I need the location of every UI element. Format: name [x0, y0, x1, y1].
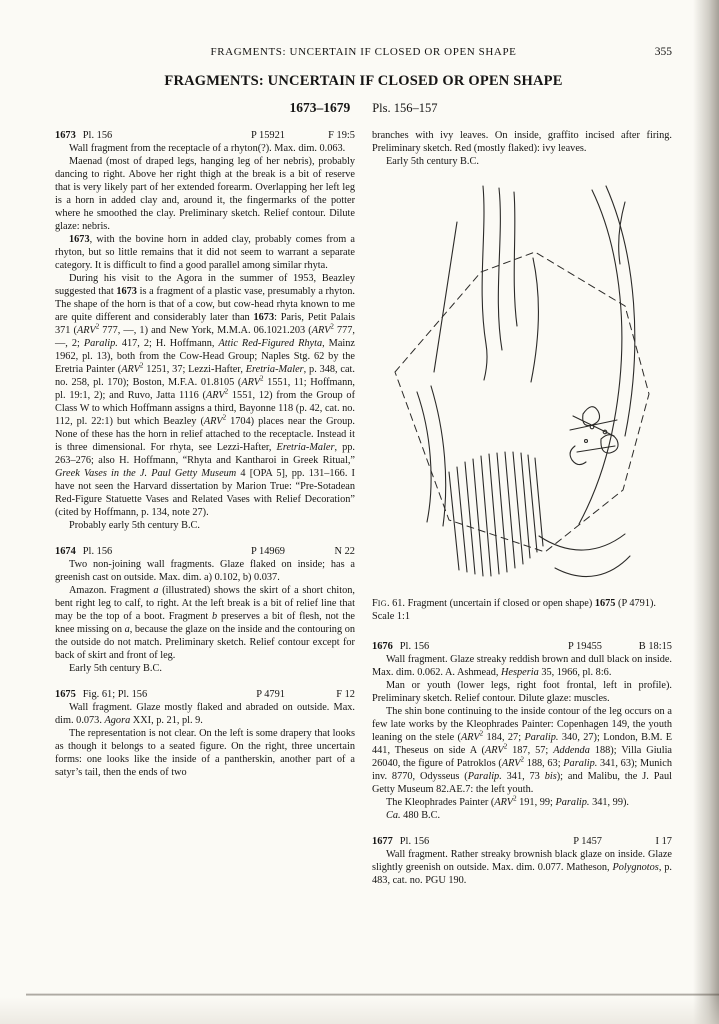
entry-1675: [55, 688, 355, 779]
entry-number: 1675: [55, 689, 76, 700]
paragraph: Wall fragment from the receptacle of a rhyton(?). Max. dim. 0.063.: [69, 143, 346, 154]
entry-number: 1677: [372, 836, 393, 847]
date-line: Ca. 480 B.C.: [386, 810, 441, 821]
entry-header: [372, 640, 672, 653]
inventory-number: P 19455: [568, 641, 602, 652]
entry-plate-ref: Fig. 61; Pl. 156: [82, 689, 148, 700]
entry-number: 1673: [55, 130, 76, 141]
inventory-number: P 4791: [256, 689, 285, 700]
paragraph: Amazon. Fragment a (illustrated) shows the skirt of a short chiton, bent right leg to calf, to right. At the left break is a bit of relief line that may be the top of a boot. Fragment b preserves a bit of flesh, not the knee missing on a, because the glaze on the inside and the contouring on the outside do not match. Preliminary sketch. Relief contour except for back of skirt and front of leg.: [55, 585, 356, 661]
entry-plate-ref: Pl. 156: [82, 130, 113, 141]
inventory-number: P 1457: [573, 836, 602, 847]
grid-reference: F 19:5: [328, 130, 355, 141]
entry-1675-continuation: [372, 129, 672, 168]
entry-header: [55, 545, 355, 558]
paragraph: Wall fragment. Glaze streaky reddish brown and dull black on inside. Max. dim. 0.062. A. Ashmead, Hesperia 35, 1966, pl. 8:6.: [372, 654, 672, 678]
grid-reference: F 12: [336, 689, 355, 700]
entry-1673: [55, 129, 355, 532]
entry-plate-ref: Pl. 156: [82, 546, 113, 557]
paragraph: branches with ivy leaves. On inside, graffito incised after firing. Preliminary sketch. Red (mostly flaked): ivy leaves.: [372, 130, 672, 154]
paragraph: During his visit to the Agora in the summer of 1953, Beazley suggested that 1673 is a fragment of a plastic vase, presumably a rhyton. The shape of the horn is that of a cow, but cow-head rhyta known to me are quite different and considerably later than 1673: Paris, Petit Palais 371 (ARV$^2$ 777, —, 1) and New York, M.M.A. 06.1021.203 (ARV$^2$ 777, —, 2; Paralip. 417, 2; H. Hoffmann, Attic Red-Figured Rhyta, Mainz 1962, pl. 13), both from the Cow-Head Group; Naples Stg. 62 by the Eretria Painter (ARV$^2$ 1251, 37; Lezzi-Hafter, Eretria-Maler, p. 348, cat. no. 258, pl. 170); Boston, M.F.A. 01.8105 (ARV$^2$ 1551, 11; Hoffmann, pl. 19:1, 2); and Ruvo, Jatta 1116 (ARV$^2$ 1551, 12) from the Group of Class W to which Hoffmann assigns a third, Bayonne 118 (p. 42, cat. no. 112, pl. 22:1) but which Beazley (ARV$^2$ 1704) places near the Group. None of these has the horn in relief attached to the receptacle. Instead it is three dimensional. For rhyta, see Lezzi-Hafter, Eretria-Maler, pp. 263–276; also H. Hoffmann, “Rhyta and Kantharoi in Greek Ritual,” Greek Vases in the J. Paul Getty Museum 4 [OPA 5], pp. 131–166. I have not seen the Harvard dissertation by Marion True: “Pre-Sotadean Red-Figure Statuette Vases and Related Vases with Relief Decoration” (cited by Hoffmann, p. 134, note 27).: [55, 273, 356, 518]
running-head: FRAGMENTS: UNCERTAIN IF CLOSED OR OPEN SHAPE: [210, 46, 517, 58]
paragraph: 1673, with the bovine horn in added clay, probably comes from a rhyton, but so little remains that it did not seem to warrant a separate category. It is difficult to find a good parallel among similar rhyta.: [55, 234, 355, 271]
paragraph: Wall fragment. Rather streaky brownish black glaze on inside. Glaze slightly greenish on outside. Max. dim. 0.077. Matheson, Polygnotos, p. 483, cat. no. PGU 190.: [372, 849, 672, 886]
entry-number: 1674: [55, 546, 76, 557]
entry-1674: [55, 545, 355, 675]
plates-reference: Pls. 156–157: [372, 101, 438, 115]
paragraph: Man or youth (lower legs, right foot frontal, left in profile). Preliminary sketch. Relief contour. Dilute glaze: muscles.: [372, 680, 672, 704]
entry-header: [372, 835, 672, 848]
inventory-number: P 15921: [251, 130, 285, 141]
left-column: [55, 129, 355, 887]
page-number: 355: [654, 46, 672, 58]
page-bottom-fade: [0, 997, 719, 1024]
paragraph: The Kleophrades Painter (ARV$^2$ 191, 99; Paralip. 341, 99).: [386, 794, 629, 808]
paragraph: Wall fragment. Glaze mostly flaked and abraded on outside. Max. dim. 0.073. Agora XXI, p. 21, pl. 9.: [55, 702, 355, 726]
page-title: FRAGMENTS: UNCERTAIN IF CLOSED OR OPEN SHAPE: [164, 73, 563, 89]
figure-61: [372, 184, 672, 623]
entry-header: [55, 688, 355, 701]
date-line: Early 5th century B.C.: [386, 156, 479, 167]
date-line: Probably early 5th century B.C.: [69, 520, 200, 531]
entry-number: 1676: [372, 641, 393, 652]
grid-reference: I 17: [655, 836, 672, 847]
paragraph: The representation is not clear. On the left is some drapery that looks as though it belongs to a seated figure. On the right, three uncertain forms: one looks like the inside of a pantherskin, another part of a satyr’s tail, then the ends of two: [55, 728, 355, 778]
fragment-line-drawing: [387, 184, 657, 584]
right-column: [372, 129, 672, 887]
catalog-range-line: [55, 99, 672, 117]
figure-caption: FIG. 61. Fragment (uncertain if closed or open shape) 1675 (P 4791). Scale 1:1: [372, 598, 656, 622]
paragraph: The shin bone continuing to the inside contour of the leg occurs on a few late works by the Kleophrades Painter: Copenhagen 149, the youth leaning on the stele (ARV$^2$ 184, 27; Paralip. 340, 27); London, B.M. E 441, Theseus on side A (ARV$^2$ 187, 57; Addenda 188); Villa Giulia 26040, the figure of Patroklos (ARV$^2$ 188, 63; Paralip. 341, 63); Munich inv. 8770, Odysseus (Paralip. 341, 73 bis); and Malibu, the J. Paul Getty Museum 82.AE.7: the left youth.: [372, 706, 673, 795]
page-edge-shadow-bottom: [26, 993, 719, 996]
date-line: Early 5th century B.C.: [69, 663, 162, 674]
entry-1676: [372, 640, 672, 822]
grid-reference: B 18:15: [638, 641, 672, 652]
catalog-range: 1673–1679: [289, 100, 351, 115]
paragraph: Maenad (most of draped legs, hanging leg of her nebris), probably dancing to right. Above her right thigh at the break is a bit of reserve that is very likely part of her extended forearm. Overlapping her left leg is a horn in added clay and, around it, the fingermarks of the potter where he smoothed the clay. Preliminary sketch. Relief contour. Dilute glaze: nebris.: [55, 156, 355, 232]
entry-plate-ref: Pl. 156: [399, 641, 430, 652]
grid-reference: N 22: [334, 546, 355, 557]
two-column-layout: [55, 129, 672, 887]
entry-plate-ref: Pl. 156: [399, 836, 430, 847]
entry-1677: [372, 835, 672, 887]
paragraph: Two non-joining wall fragments. Glaze flaked on inside; has a greenish cast on outside. Max. dim. a) 0.102, b) 0.037.: [55, 559, 355, 583]
inventory-number: P 14969: [251, 546, 285, 557]
entry-header: [55, 129, 355, 142]
